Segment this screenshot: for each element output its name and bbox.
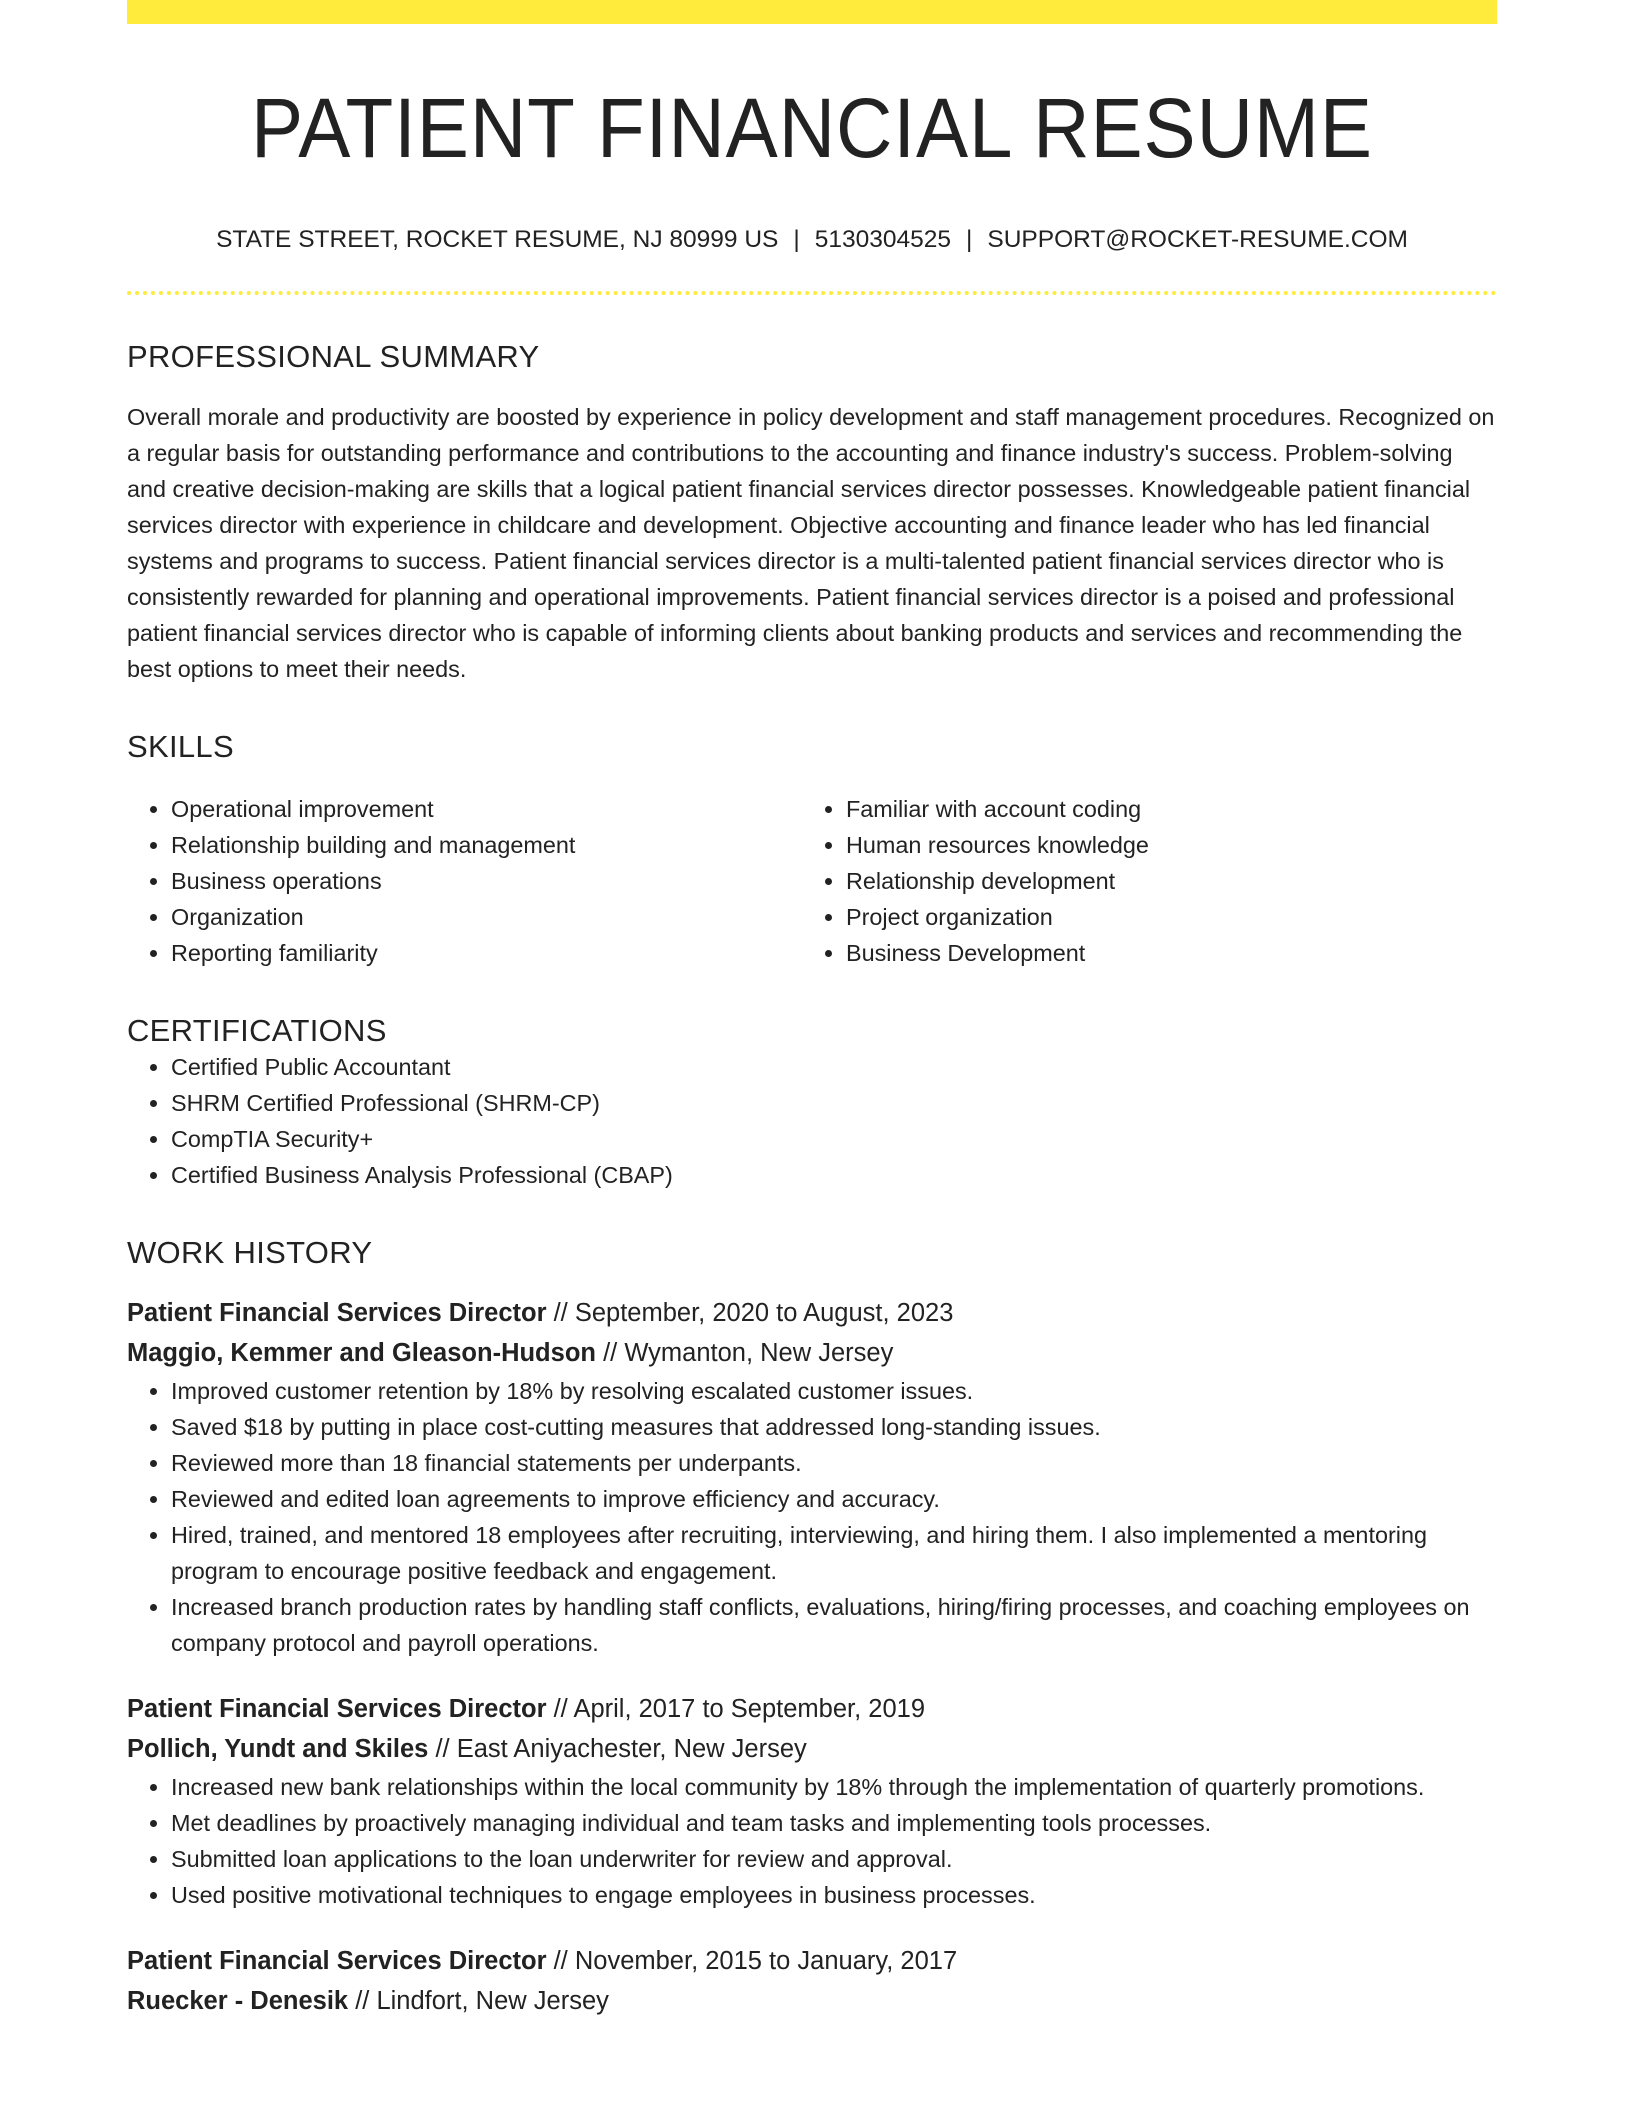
job-dates: // November, 2015 to January, 2017 — [546, 1947, 958, 1976]
resume-name: PATIENT FINANCIAL RESUME — [251, 81, 1373, 175]
job-company-line — [127, 1333, 1497, 1373]
job-role: Patient Financial Services Director — [127, 1695, 547, 1724]
job-location: // Wymanton, New Jersey — [595, 1339, 894, 1368]
skill-item: • Project organization — [846, 899, 1477, 935]
certification-item: • SHRM Certified Professional (SHRM-CP) — [171, 1085, 1497, 1121]
job-location: // Lindfort, New Jersey — [348, 1987, 609, 2016]
job-dates: // April, 2017 to September, 2019 — [546, 1695, 926, 1724]
job-location: // East Aniyachester, New Jersey — [428, 1735, 807, 1764]
work-history-heading: WORK HISTORY — [127, 1235, 373, 1271]
contact-separator: | — [966, 226, 973, 254]
certifications-heading: CERTIFICATIONS — [127, 1013, 387, 1049]
skill-item: • Business operations — [171, 863, 802, 899]
job-bullets — [127, 1769, 1497, 1913]
skills-grid — [127, 791, 1497, 971]
contact-phone: 5130304525 — [814, 226, 951, 254]
summary-text: Overall morale and productivity are boosted by experience in policy development and staff management procedures. Recognized on a regular basis for outstanding performance and contributions to the accounting and finance industry's success. Problem-solving and creative decision-making are skills that a logical patient financial services director possesses. Knowledgeable patient financial services director with experience in childcare and development. Objective accounting and finance leader who has led financial systems and programs to success. Patient financial services director is a multi-talented patient financial services director who is consistently rewarded for planning and operational improvements. Patient financial services director is a poised and professional patient financial services director who is capable of informing clients about banking products and services and recommending the best options to meet their needs. — [127, 404, 1495, 683]
job-bullet: • Reviewed more than 18 financial statements per underpants. — [171, 1445, 1497, 1481]
job-role: Patient Financial Services Director — [127, 1299, 547, 1328]
dotted-divider — [127, 291, 1497, 295]
job-bullet: • Increased new bank relationships within the local community by 18% through the implementation of quarterly promotions. — [171, 1769, 1497, 1805]
skill-item: • Familiar with account coding — [846, 791, 1477, 827]
skill-item: • Organization — [171, 899, 802, 935]
skill-item: • Reporting familiarity — [171, 935, 802, 971]
skill-item: • Relationship development — [846, 863, 1477, 899]
job-title-line — [127, 1689, 1497, 1729]
job-company: Ruecker - Denesik — [127, 1987, 349, 2016]
contact-email: SUPPORT@ROCKET-RESUME.COM — [987, 226, 1408, 254]
job-bullet: • Hired, trained, and mentored 18 employees after recruiting, interviewing, and hiring them. I also implemented a mentoring program to encourage positive feedback and engagement. — [171, 1517, 1497, 1589]
job-company: Maggio, Kemmer and Gleason-Hudson — [127, 1339, 596, 1368]
certifications-list — [127, 1049, 1497, 1193]
job-bullet: • Met deadlines by proactively managing individual and team tasks and implementing tools processes. — [171, 1805, 1497, 1841]
job-bullets — [127, 1373, 1497, 1661]
job-bullet: • Increased branch production rates by handling staff conflicts, evaluations, hiring/firing processes, and coaching employees on company protocol and payroll operations. — [171, 1589, 1497, 1661]
certification-item: • Certified Public Accountant — [171, 1049, 1497, 1085]
contact-separator: | — [793, 226, 800, 254]
job-bullet: • Saved $18 by putting in place cost-cutting measures that addressed long-standing issues. — [171, 1409, 1497, 1445]
job-bullet: • Used positive motivational techniques to engage employees in business processes. — [171, 1877, 1497, 1913]
resume-page — [127, 0, 1497, 2021]
job-bullet: • Reviewed and edited loan agreements to improve efficiency and accuracy. — [171, 1481, 1497, 1517]
accent-top-bar — [127, 0, 1497, 24]
skill-item: • Relationship building and management — [171, 827, 802, 863]
job-role: Patient Financial Services Director — [127, 1947, 547, 1976]
skill-item: • Human resources knowledge — [846, 827, 1477, 863]
job-entry — [127, 1293, 1497, 1661]
skills-heading: SKILLS — [127, 729, 234, 765]
job-entry — [127, 1689, 1497, 1913]
contact-address: STATE STREET, ROCKET RESUME, NJ 80999 US — [216, 226, 779, 254]
summary-heading: PROFESSIONAL SUMMARY — [127, 339, 540, 375]
job-entry — [127, 1941, 1497, 2021]
skills-column-right — [802, 791, 1477, 971]
job-company: Pollich, Yundt and Skiles — [127, 1735, 429, 1764]
skill-item: • Operational improvement — [171, 791, 802, 827]
job-title-line — [127, 1293, 1497, 1333]
contact-line — [127, 226, 1497, 254]
certification-item: • Certified Business Analysis Professional (CBAP) — [171, 1157, 1497, 1193]
job-dates: // September, 2020 to August, 2023 — [546, 1299, 954, 1328]
job-bullet: • Improved customer retention by 18% by resolving escalated customer issues. — [171, 1373, 1497, 1409]
certification-item: • CompTIA Security+ — [171, 1121, 1497, 1157]
skill-item: • Business Development — [846, 935, 1477, 971]
skills-column-left — [127, 791, 802, 971]
job-company-line — [127, 1981, 1497, 2021]
job-title-line — [127, 1941, 1497, 1981]
job-company-line — [127, 1729, 1497, 1769]
job-bullet: • Submitted loan applications to the loan underwriter for review and approval. — [171, 1841, 1497, 1877]
